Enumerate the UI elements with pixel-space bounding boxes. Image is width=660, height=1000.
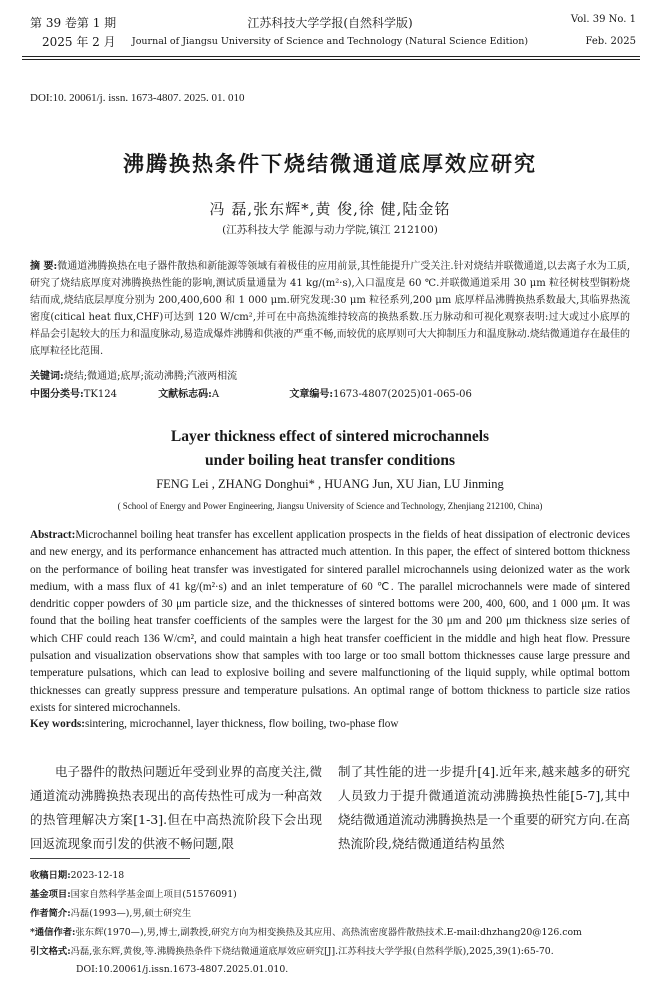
received-date: 2023-12-18 (70, 870, 125, 881)
keywords-en-text: sintering, microchannel, layer thickness, flow boiling, two-phase flow (85, 718, 399, 730)
header-date-en: Feb. 2025 (585, 36, 636, 47)
abstract-cn-label: 摘 要: (30, 261, 58, 272)
keywords-cn-label: 关键词: (30, 371, 64, 382)
doi: DOI:10. 20061/j. issn. 1673-4807. 2025. 01. 010 (30, 92, 245, 104)
clc-value: TK124 (83, 389, 117, 400)
authors-cn: 冯 磊,张东辉*,黄 俊,徐 健,陆金铭 (209, 200, 451, 218)
received-label: 收稿日期: (30, 870, 71, 881)
abstract-en-text: Microchannel boiling heat transfer has excellent application prospects in the fields of heat dissipation of electronic devices and new energy, and its performance enhancement has attracted much attention. In this paper, the effect of sintered bottom thickness on the performance of boiling heat transfer was investigated for sintered parallel microchannels using deionized water as the work medium, with a mass flux of 41 kg/(m²·s) and an inlet temperature of 60 ℃. The parallel microchannels were made of sintered dendritic copper powders of 30 μm particle size, and the thicknesses of sintered bottoms were 200, 400, 600, and 1 000 μm. It was found that the boiling heat transfer coefficients of the samples were the largest for the 30 μm and 200 μm thickness size series of which CHF could reach 136 W/cm², and could maintain a high heat transfer coefficient in the middle and high heat flow. Pressure pulsation and visualization observations show that samples with too large or too small bottom thicknesses cause large pressure and temperature pulsations, which can lead to explosive boiling and severe malfunctioning of the liquid supply, while optimal bottom thicknesses can greatly suppress pressure and temperature pulsations. An optimal range of bottom thickness to particle size ratios exists for sintered microchannels. (30, 529, 630, 714)
header-rule (22, 56, 640, 57)
header-journal-en: Journal of Jiangsu University of Science and Technology (Natural Science Edition) (131, 36, 529, 47)
clc-label: 中图分类号: (30, 389, 84, 400)
footnote-fund (30, 887, 640, 902)
keywords-cn-text: 烧结;微通道;底厚;流动沸腾;汽液两相流 (63, 371, 238, 382)
header-date-cn: 2025 年 2 月 (42, 35, 116, 49)
body-column-right: 制了其性能的进一步提升[4].近年来,越来越多的研究人员致力于提升微通道流动沸腾换热性能[5-7],其中烧结微通道流动沸腾换热是一个重要的研究方向.在高热流阶段,烧结微通道结构虽然 (338, 764, 630, 851)
header-journal-cn: 江苏科技大学学报(自然科学版) (247, 16, 413, 30)
doc-code-label: 文献标志码: (158, 389, 212, 400)
abstract-en-label: Abstract: (30, 529, 76, 541)
affiliation-cn: (江苏科技大学 能源与动力学院,镇江 212100) (222, 224, 438, 236)
abstract-cn (30, 258, 630, 360)
classification-line (30, 385, 630, 400)
article-number-value: 1673-4807(2025)01-065-06 (333, 389, 472, 400)
article-number-label: 文章编号: (289, 389, 334, 400)
footnote-rule (30, 858, 190, 859)
doc-code-value: A (211, 389, 220, 400)
keywords-en-label: Key words: (30, 718, 85, 730)
citation-label: 引文格式: (30, 946, 71, 957)
abstract-en (30, 527, 630, 717)
corresponding-label: *通信作者: (30, 927, 76, 938)
corresponding-text: 张东辉(1970—),男,博士,副教授,研究方向为相变换热及其应用、高热流密度器件散热技术.E-mail:dhzhang20@126.com (75, 927, 582, 938)
title-en-line1: Layer thickness effect of sintered microchannels (170, 428, 490, 445)
title-cn: 沸腾换热条件下烧结微通道底厚效应研究 (123, 152, 537, 176)
authors-en: FENG Lei , ZHANG Donghui* , HUANG Jun, XU Jian, LU Jinming (156, 477, 504, 491)
body-column-left: 电子器件的散热问题近年受到业界的高度关注,微通道流动沸腾换热表现出的高传热性可成为一种高效的热管理解决方案[1-3].但在中高热流阶段下会出现回返流现象而引发的供液不畅问题,限 (30, 764, 322, 851)
footnote-received (30, 868, 640, 883)
keywords-cn (30, 367, 237, 382)
footnote-author (30, 906, 640, 921)
footnote-citation-doi: DOI:10.20061/j.issn.1673-4807.2025.01.010. (76, 964, 289, 975)
keywords-en (30, 718, 399, 730)
title-en-line2: under boiling heat transfer conditions (204, 452, 456, 469)
affiliation-en: ( School of Energy and Power Engineering, Jiangsu University of Science and Technology, Zhenjiang 212100, China) (117, 501, 543, 511)
abstract-cn-text: 微通道沸腾换热在电子器件散热和新能源等领域有着极佳的应用前景,其性能提升广受关注.针对烧结并联微通道,以去离子水为工质,研究了烧结底厚度对沸腾换热性能的影响,测试质量通量为 41 kg/(m²·s),入口温度是 60 ℃.并联微通道采用 30 μm 粒径树枝型铜粉烧结而成,烧结底层厚度分别为 200,400,600 和 1 000 μm.研究发现:30 μm 粒径系列,200 μm 底厚样品沸腾换热系数最大,其临界热流密度(citical heat flux,CHF)可达到 120 W/cm²,并可在中高热流维持较高的换热系数.压力脉动和可视化观察表明:过大或过小底厚的样品会引起较大的压力和温度脉动,易造成爆炸沸腾和供液的严重不畅,而较优的底厚则可大大抑制压力和温度脉动.烧结微通道存在最佳的底厚粒径比范围. (30, 261, 630, 357)
title-en (0, 425, 660, 473)
footnote-citation (30, 944, 640, 959)
fund-label: 基金项目: (30, 889, 71, 900)
author-text: 冯磊(1993—),男,硕士研究生 (70, 908, 192, 919)
header-rule-second (22, 59, 640, 60)
header-volume-issue-cn: 第 39 卷第 1 期 (30, 16, 117, 30)
fund-text: 国家自然科学基金面上项目(51576091) (70, 889, 237, 900)
footnote-corresponding (30, 925, 640, 940)
author-label: 作者简介: (30, 908, 71, 919)
citation-text: 冯磊,张东辉,黄俊,等.沸腾换热条件下烧结微通道底厚效应研究[J].江苏科技大学学报(自然科学版),2025,39(1):65-70. (70, 946, 554, 957)
header-volume-issue-en: Vol. 39 No. 1 (570, 14, 636, 25)
